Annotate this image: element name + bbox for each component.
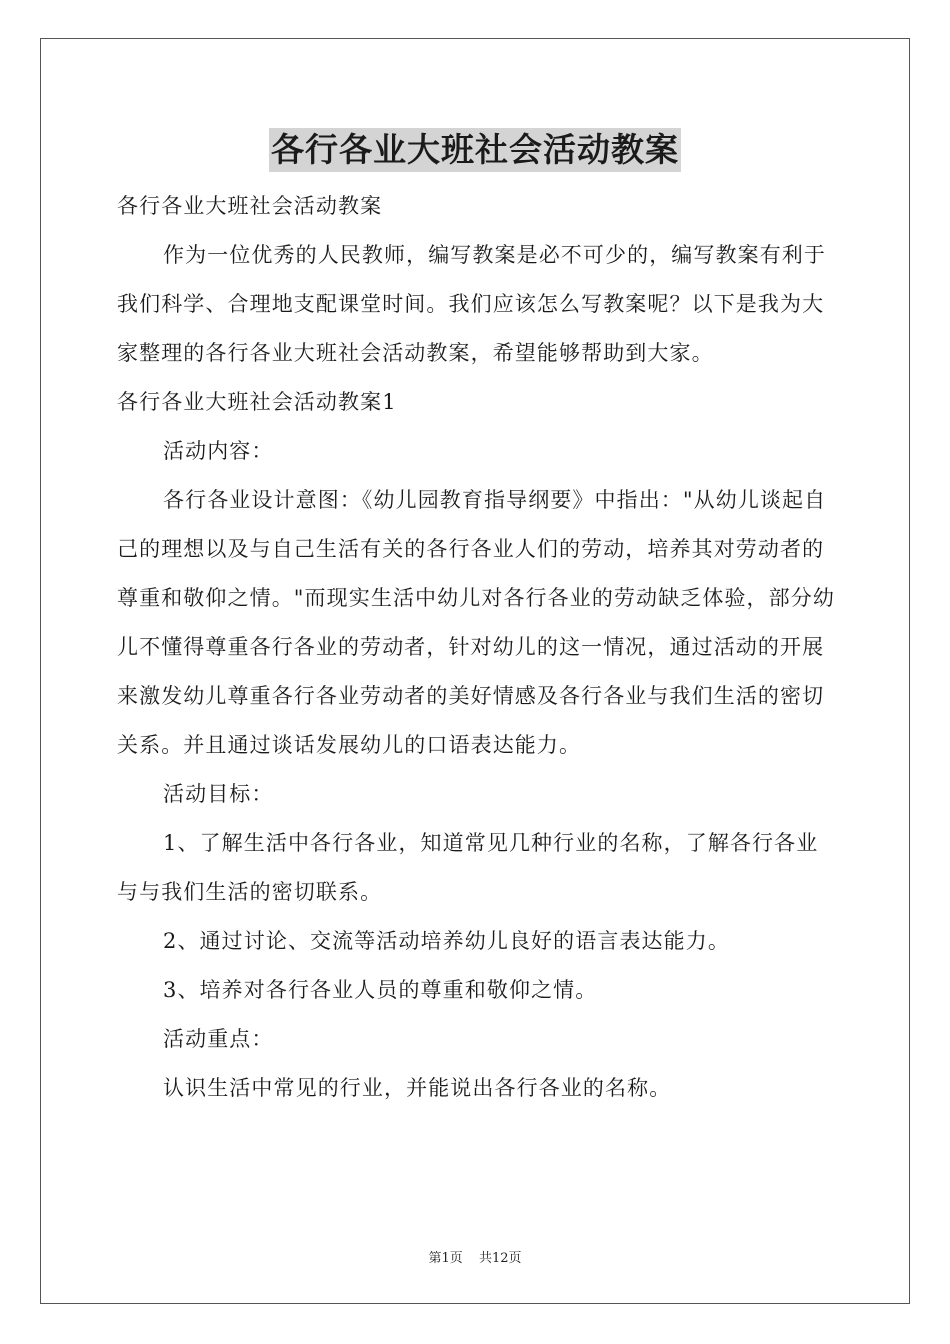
page-number: 第1页 [428,1251,463,1266]
paragraph-activity-content-label: 活动内容： [163,439,274,463]
paragraph-subtitle: 各行各业大班社会活动教案 [117,194,383,218]
paragraph-key-points-label: 活动重点： [163,1027,274,1051]
document-body [117,182,837,1113]
paragraph-key-points: 认识生活中常见的行业，并能说出各行各业的名称。 [163,1076,672,1100]
paragraph-goal-3: 3、培养对各行各业人员的尊重和敬仰之情。 [163,978,598,1002]
paragraph-intro: 作为一位优秀的人民教师，编写教案是必不可少的，编写教案有利于我们科学、合理地支配课堂时间。我们应该怎么写教案呢？以下是我为大家整理的各行各业大班社会活动教案，希望能够帮助到大家。 [117,243,826,365]
paragraph-goal-1: 1、了解生活中各行各业，知道常见几种行业的名称，了解各行各业与与我们生活的密切联系。 [117,831,819,904]
title-container [0,128,950,172]
page-footer [0,1247,950,1266]
document-title: 各行各业大班社会活动教案 [269,128,681,172]
paragraph-design-intent: 各行各业设计意图：《幼儿园教育指导纲要》中指出："从幼儿谈起自己的理想以及与自己生活有关的各行各业人们的劳动，培养其对劳动者的尊重和敬仰之情。"而现实生活中幼儿对各行各业的劳动缺乏体验，部分幼儿不懂得尊重各行各业的劳动者，针对幼儿的这一情况，通过活动的开展来激发幼儿尊重各行各业劳动者的美好情感及各行各业与我们生活的密切关系。并且通过谈话发展幼儿的口语表达能力。 [117,488,835,757]
paragraph-section-heading: 各行各业大班社会活动教案1 [117,390,397,414]
paragraph-goal-2: 2、通过讨论、交流等活动培养幼儿良好的语言表达能力。 [163,929,730,953]
paragraph-activity-goals-label: 活动目标： [163,782,274,806]
page-total: 共12页 [478,1251,522,1266]
